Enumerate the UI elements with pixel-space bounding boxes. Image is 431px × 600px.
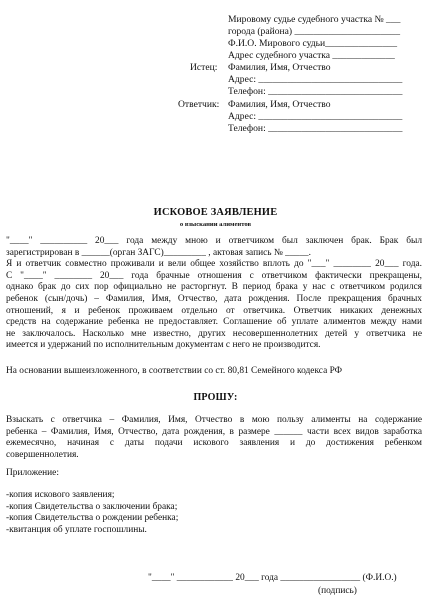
claim-line: однако брак до сих пор официально не расторгнут. В период брака у нас с ответчиком родился [6,282,422,293]
claim-line: отношений, я и ребенок проживаем отдельно от ответчика. Ответчик никаких денежных [6,305,422,316]
request-line: ребенка – Фамилия, Имя, Отчество, дата рождения, в размере ______ части всех видов заработка [6,426,422,437]
attachment-item: -квитанция об уплате госпошлины. [6,524,147,535]
attachment-item: -копия искового заявления; [6,490,115,500]
header-line-4: Адрес судебного участка _____________ [228,50,395,61]
legal-basis: На основании вышеизложенного, в соответствии со ст. 80,81 Семейного кодекса РФ [6,366,343,376]
plaintiff-address: Адрес: ______________________________ [228,74,403,85]
signature-caption: (подпись) [318,586,357,596]
claim-line: зарегистрирован в ______(орган ЗАГС)_________ , актовая запись № _____. [6,247,311,258]
attachment-item: -копия Свидетельства о рождении ребенка; [6,513,179,524]
header-line-2: города (района) ______________________ [228,26,401,37]
defendant-address: Адрес: ______________________________ [228,111,403,122]
claim-line: С "____" ________ 20___ года брачные отношения с ответчиком фактически прекращены, [6,270,422,281]
request-title: ПРОШУ: [193,392,238,403]
defendant-label: Ответчик: [178,99,220,110]
document-title: ИСКОВОЕ ЗАЯВЛЕНИЕ [153,207,278,218]
claim-line: "____" __________ 20___ года между мною и ответчиком был заключен брак. Брак был [6,236,422,246]
plaintiff-name: Фамилия, Имя, Отчество [228,62,331,73]
plaintiff-label: Истец: [190,62,218,73]
claim-line: средств на содержание ребенка не предоставляет. Соглашение об уплате алиментов между нами [6,317,422,328]
court-header [228,14,400,62]
request-line: ежемесячно, начиная с даты подачи искового заявления и до достижения ребенком [6,438,422,449]
request-body [6,415,422,461]
request-line: совершеннолетия. [6,449,79,460]
claim-line: не заключалось. Насколько мне известно, других несовершеннолетних детей у ответчика не [6,328,422,339]
attachment-item: -копия Свидетельства о заключении брака; [6,501,178,512]
claim-body [6,236,422,352]
signature-line: "____" ____________ 20___ года _________________ (Ф.И.О.) [148,573,397,583]
defendant-phone: Телефон: ____________________________ [228,123,403,134]
header-line-3: Ф.И.О. Мирового судьи_______________ [228,38,398,49]
request-line: Взыскать с ответчика – Фамилия, Имя, Отчество в мою пользу алименты на содержание [6,415,422,425]
claim-line: ребенок (сын/дочь) – Фамилия, Имя, Отчество, дата рождения. После прекращения брачных [6,293,422,304]
document-subtitle: о взыскании алиментов [179,221,252,228]
plaintiff-phone: Телефон: ____________________________ [228,86,403,97]
defendant-name: Фамилия, Имя, Отчество [228,99,331,110]
claim-line: имеется и удержаний по исполнительным документам с него не производится. [6,340,321,351]
attachments-title: Приложение: [6,468,59,478]
plaintiff-block [228,62,402,98]
attachments-list [6,490,178,536]
header-line-1: Мировому судье судебного участка № ___ [228,14,401,25]
defendant-block [228,99,402,135]
claim-line: Я и ответчик совместно проживали и вели общее хозяйство вплоть до "___" ________ 20___ года. [6,259,422,270]
